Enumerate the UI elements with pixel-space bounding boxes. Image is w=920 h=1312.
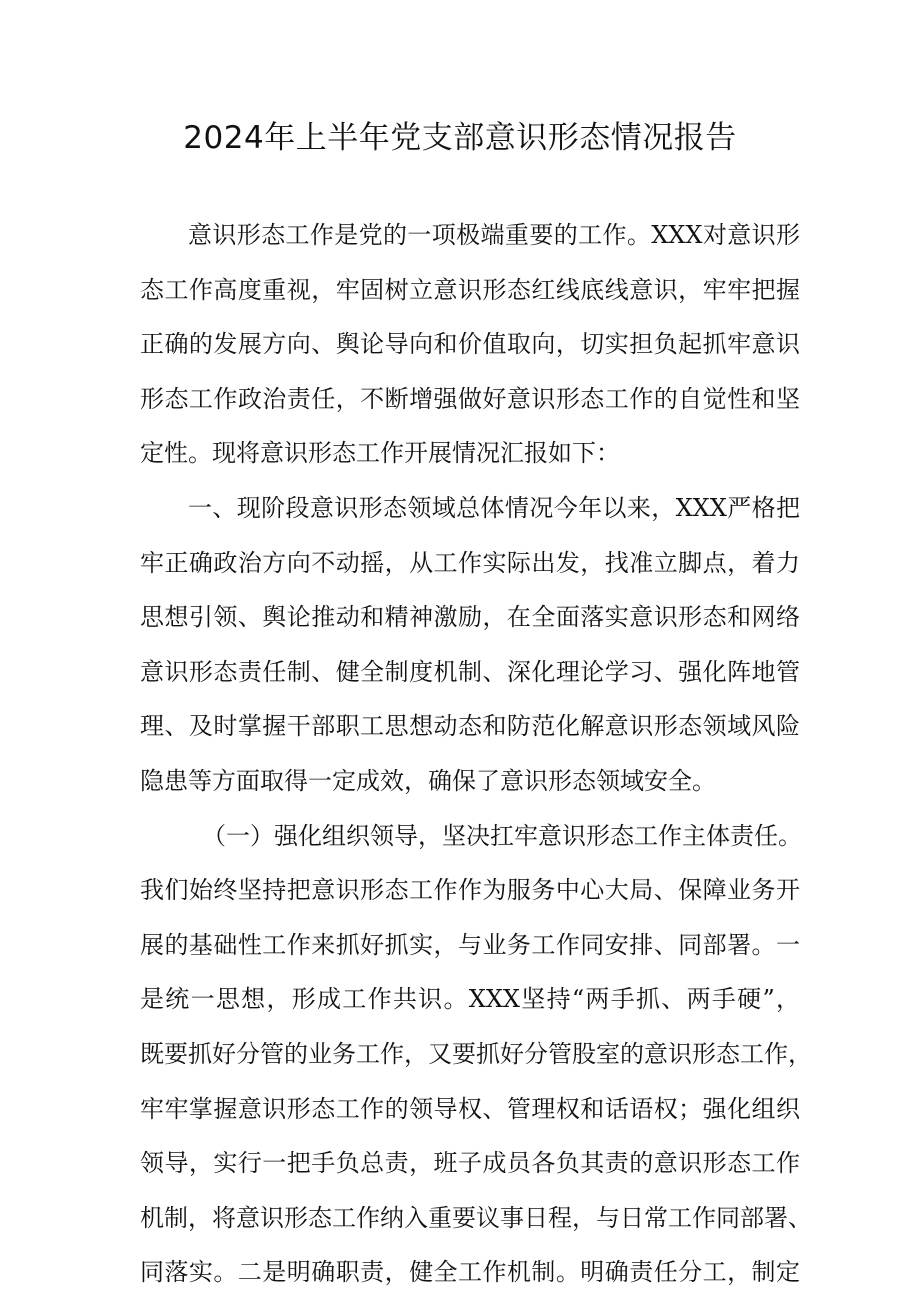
- body-line: 同落实。二是明确职责，健全工作机制。明确责任分工，制定: [140, 1258, 800, 1287]
- body-line: 是统一思想，形成工作共识。XXX坚持“两手抓、两手硬”，: [140, 985, 800, 1014]
- body-line: 一、现阶段意识形态领域总体情况今年以来，XXX严格把: [188, 493, 800, 522]
- body-line: 牢牢掌握意识形态工作的领导权、管理权和话语权；强化组织: [140, 1094, 800, 1123]
- body-line: 领导，实行一把手负总责，班子成员各负其责的意识形态工作: [140, 1149, 800, 1178]
- body-line: 形态工作政治责任，不断增强做好意识形态工作的自觉性和坚: [140, 384, 800, 413]
- body-line: 意识形态工作是党的一项极端重要的工作。XXX对意识形: [188, 221, 800, 249]
- body-line: 定性。现将意识形态工作开展情况汇报如下：: [140, 439, 620, 468]
- body-line: 思想引领、舆论推动和精神激励，在全面落实意识形态和网络: [140, 603, 800, 632]
- body-line: 隐患等方面取得一定成效，确保了意识形态领域安全。: [140, 766, 716, 795]
- body-line: 我们始终坚持把意识形态工作作为服务中心大局、保障业务开: [140, 876, 800, 905]
- body-line: 展的基础性工作来抓好抓实，与业务工作同安排、同部署。一: [140, 930, 800, 959]
- body-line: （一）强化组织领导，坚决扛牢意识形态工作主体责任。: [202, 821, 802, 850]
- body-line: 意识形态责任制、健全制度机制、深化理论学习、强化阵地管: [140, 657, 800, 686]
- body-line: 理、及时掌握干部职工思想动态和防范化解意识形态领域风险: [140, 712, 800, 741]
- document-title: 2024年上半年党支部意识形态情况报告: [183, 120, 737, 156]
- document-body: [140, 220, 812, 1312]
- body-line: 正确的发展方向、舆论导向和价值取向，切实担负起抓牢意识: [140, 330, 800, 359]
- body-line: 牢正确政治方向不动摇，从工作实际出发，找准立脚点，着力: [140, 548, 800, 577]
- body-line: 既要抓好分管的业务工作，又要抓好分管股室的意识形态工作，: [140, 1039, 812, 1068]
- body-line: 机制，将意识形态工作纳入重要议事日程，与日常工作同部署、: [140, 1203, 812, 1232]
- body-line: 态工作高度重视，牢固树立意识形态红线底线意识，牢牢把握: [140, 275, 800, 304]
